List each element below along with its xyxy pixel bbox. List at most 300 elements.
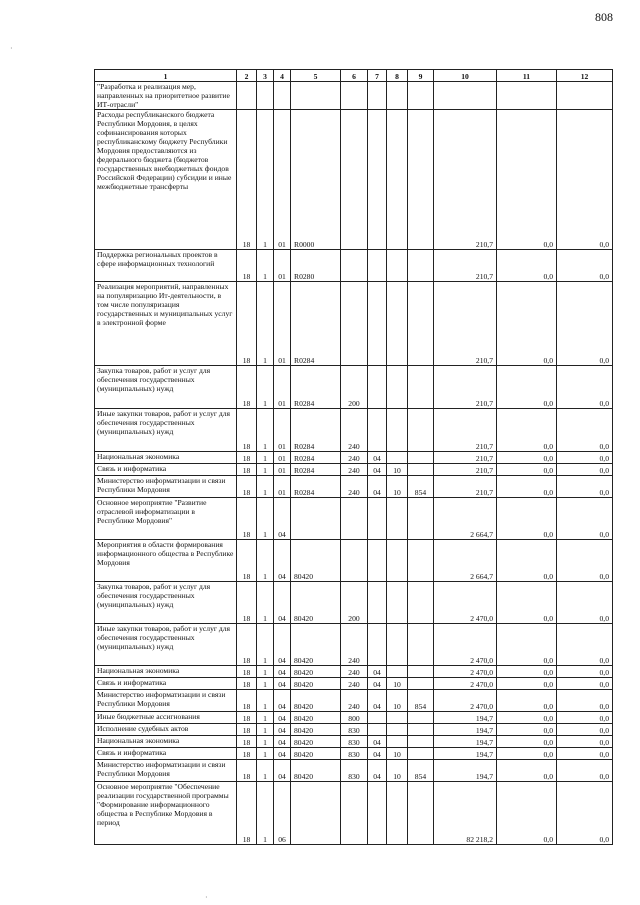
table-cell: 0,0	[557, 282, 613, 366]
table-cell	[387, 282, 408, 366]
table-cell: 240	[341, 690, 368, 712]
table-cell: 200	[341, 582, 368, 624]
table-cell: 210,7	[434, 282, 497, 366]
row-label-cell: Закупка товаров, работ и услуг для обеспечения государственных (муниципальных) нужд	[95, 582, 237, 624]
table-cell: 0,0	[497, 498, 557, 540]
table-cell: 0,0	[557, 736, 613, 748]
table-cell: 04	[368, 690, 387, 712]
table-cell: 18	[237, 582, 257, 624]
table-cell: 04	[274, 724, 291, 736]
table-cell: 0,0	[497, 250, 557, 282]
table-row	[95, 250, 613, 282]
table-cell: 04	[274, 666, 291, 678]
table-cell: 240	[341, 409, 368, 452]
table-cell: 194,7	[434, 712, 497, 724]
table-cell: 04	[274, 712, 291, 724]
table-cell: 0,0	[557, 540, 613, 582]
table-row	[95, 666, 613, 678]
table-cell	[408, 282, 434, 366]
table-cell: 0,0	[497, 540, 557, 582]
table-row	[95, 678, 613, 690]
table-cell: 2 664,7	[434, 540, 497, 582]
row-label-cell: Поддержка региональных проектов в сфере информационных технологий	[95, 250, 237, 282]
table-cell	[557, 82, 613, 110]
row-label-cell: Связь и информатика	[95, 678, 237, 690]
table-cell: 0,0	[497, 736, 557, 748]
table-cell: 0,0	[497, 582, 557, 624]
table-cell	[237, 82, 257, 110]
table-cell: 2 470,0	[434, 678, 497, 690]
table-cell: 0,0	[497, 476, 557, 498]
table-row	[95, 409, 613, 452]
table-cell: 04	[274, 690, 291, 712]
table-cell: 854	[408, 690, 434, 712]
table-cell: 04	[274, 498, 291, 540]
table-cell: 210,7	[434, 110, 497, 250]
row-label-cell: Исполнение судебных актов	[95, 724, 237, 736]
table-cell: 1	[257, 582, 274, 624]
table-row	[95, 690, 613, 712]
table-cell: 240	[341, 452, 368, 464]
table-cell	[368, 409, 387, 452]
table-cell	[368, 582, 387, 624]
table-cell	[368, 366, 387, 409]
table-cell: 1	[257, 724, 274, 736]
table-cell: 0,0	[557, 782, 613, 845]
table-cell: 04	[368, 476, 387, 498]
table-cell	[341, 282, 368, 366]
table-cell: 04	[368, 760, 387, 782]
table-cell: 18	[237, 712, 257, 724]
table-cell	[408, 724, 434, 736]
table-cell	[408, 409, 434, 452]
table-cell: 210,7	[434, 366, 497, 409]
table-cell: 1	[257, 464, 274, 476]
table-cell	[341, 82, 368, 110]
table-row	[95, 724, 613, 736]
table-cell	[408, 712, 434, 724]
column-header: 3	[257, 70, 274, 82]
table-cell	[408, 452, 434, 464]
table-row	[95, 476, 613, 498]
table-cell: 0,0	[557, 690, 613, 712]
table-cell	[408, 110, 434, 250]
row-label-cell: Иные закупки товаров, работ и услуг для обеспечения государственных (муниципальных) нужд	[95, 409, 237, 452]
table-cell: 1	[257, 690, 274, 712]
table-cell: 0,0	[557, 409, 613, 452]
table-cell	[408, 498, 434, 540]
table-cell: 18	[237, 452, 257, 464]
table-cell: 04	[368, 678, 387, 690]
table-cell	[408, 782, 434, 845]
column-header: 4	[274, 70, 291, 82]
budget-table-sheet	[94, 69, 612, 845]
row-label-cell: Министерство информатизации и связи Республики Мордовия	[95, 476, 237, 498]
table-cell: 0,0	[497, 464, 557, 476]
table-cell: 80420	[291, 582, 341, 624]
table-row	[95, 82, 613, 110]
table-cell	[387, 82, 408, 110]
table-cell: 0,0	[557, 110, 613, 250]
table-cell: 80420	[291, 678, 341, 690]
table-cell: 18	[237, 476, 257, 498]
table-cell: 10	[387, 748, 408, 760]
table-cell: 18	[237, 282, 257, 366]
table-cell: 10	[387, 476, 408, 498]
table-cell: 82 218,2	[434, 782, 497, 845]
table-cell: 830	[341, 760, 368, 782]
table-cell: 240	[341, 624, 368, 666]
table-cell: 01	[274, 476, 291, 498]
table-cell: 0,0	[497, 366, 557, 409]
table-cell	[408, 250, 434, 282]
table-cell: 01	[274, 250, 291, 282]
table-cell	[274, 82, 291, 110]
table-cell: 1	[257, 366, 274, 409]
table-cell: 80420	[291, 724, 341, 736]
table-cell: 04	[368, 452, 387, 464]
table-cell: 210,7	[434, 452, 497, 464]
table-cell: 18	[237, 110, 257, 250]
row-label-cell: Национальная экономика	[95, 452, 237, 464]
table-cell: 10	[387, 464, 408, 476]
table-cell: 01	[274, 409, 291, 452]
table-cell: 1	[257, 452, 274, 464]
table-cell: 0,0	[557, 498, 613, 540]
table-cell: 0,0	[557, 582, 613, 624]
table-cell	[368, 282, 387, 366]
table-cell	[497, 82, 557, 110]
table-cell: 0,0	[557, 250, 613, 282]
table-cell: 80420	[291, 540, 341, 582]
table-cell: 0,0	[497, 724, 557, 736]
row-label-cell: Министерство информатизации и связи Республики Мордовия	[95, 690, 237, 712]
row-label-cell: Мероприятия в области формирования информационного общества в Республике Мордовия	[95, 540, 237, 582]
table-row	[95, 452, 613, 464]
table-row	[95, 748, 613, 760]
table-cell: 04	[368, 748, 387, 760]
table-cell: 04	[274, 624, 291, 666]
table-cell: 0,0	[497, 748, 557, 760]
table-cell	[387, 498, 408, 540]
table-cell	[387, 366, 408, 409]
table-cell: 194,7	[434, 736, 497, 748]
column-header: 9	[408, 70, 434, 82]
table-cell: 0,0	[497, 409, 557, 452]
table-cell: 0,0	[497, 712, 557, 724]
table-cell: 0,0	[497, 782, 557, 845]
table-cell: 194,7	[434, 724, 497, 736]
table-cell: R0284	[291, 366, 341, 409]
table-cell	[387, 452, 408, 464]
table-cell: 04	[368, 464, 387, 476]
table-cell: 0,0	[557, 678, 613, 690]
table-cell: 1	[257, 760, 274, 782]
table-cell: 18	[237, 748, 257, 760]
table-cell	[368, 712, 387, 724]
table-cell: 80420	[291, 666, 341, 678]
table-cell	[408, 748, 434, 760]
table-cell: 0,0	[557, 452, 613, 464]
table-cell: 0,0	[557, 748, 613, 760]
table-cell: R0284	[291, 282, 341, 366]
table-cell	[291, 498, 341, 540]
table-cell	[368, 540, 387, 582]
table-cell: 18	[237, 409, 257, 452]
table-cell	[408, 582, 434, 624]
column-header: 8	[387, 70, 408, 82]
table-cell: 2 664,7	[434, 498, 497, 540]
table-cell	[341, 250, 368, 282]
column-header: 2	[237, 70, 257, 82]
table-cell: R0284	[291, 476, 341, 498]
table-cell: 210,7	[434, 409, 497, 452]
table-cell: 2 470,0	[434, 582, 497, 624]
table-cell: 0,0	[557, 724, 613, 736]
table-cell: 0,0	[497, 666, 557, 678]
table-cell: 210,7	[434, 464, 497, 476]
page-number: 808	[595, 10, 613, 24]
table-cell: 18	[237, 540, 257, 582]
table-cell: 240	[341, 666, 368, 678]
table-cell	[408, 624, 434, 666]
row-label-cell: Национальная экономика	[95, 736, 237, 748]
table-cell	[408, 736, 434, 748]
table-cell: 04	[368, 736, 387, 748]
table-cell	[408, 82, 434, 110]
table-cell: 854	[408, 760, 434, 782]
row-label-cell: Иные бюджетные ассигнования	[95, 712, 237, 724]
table-cell: 80420	[291, 736, 341, 748]
table-cell: 1	[257, 736, 274, 748]
table-cell: 80420	[291, 624, 341, 666]
row-label-cell: Национальная экономика	[95, 666, 237, 678]
table-cell: 1	[257, 782, 274, 845]
table-cell	[387, 724, 408, 736]
table-cell: 18	[237, 464, 257, 476]
table-cell	[341, 782, 368, 845]
table-row	[95, 498, 613, 540]
table-cell: 10	[387, 690, 408, 712]
table-cell	[368, 110, 387, 250]
table-cell: 80420	[291, 712, 341, 724]
table-cell	[387, 409, 408, 452]
table-cell	[341, 540, 368, 582]
column-header: 12	[557, 70, 613, 82]
table-cell	[387, 736, 408, 748]
table-cell: 01	[274, 366, 291, 409]
row-label-cell: Расходы республиканского бюджета Республики Мордовия, в целях софинансирования которых республиканскому бюджету Республики Мордовия предоставляются из федерального бюджета (бюджетов государственных внебюджетных фондов Российской Федерации) субсидии и иные межбюджетные трансферты	[95, 110, 237, 250]
row-label-cell: Связь и информатика	[95, 748, 237, 760]
table-cell	[408, 464, 434, 476]
table-cell	[341, 110, 368, 250]
table-cell: 2 470,0	[434, 666, 497, 678]
table-row	[95, 540, 613, 582]
table-cell: 1	[257, 476, 274, 498]
table-cell: 0,0	[557, 666, 613, 678]
table-cell: 240	[341, 464, 368, 476]
table-cell: R0280	[291, 250, 341, 282]
table-cell	[368, 782, 387, 845]
table-cell: 0,0	[557, 760, 613, 782]
table-row	[95, 624, 613, 666]
table-cell	[368, 724, 387, 736]
table-cell: 18	[237, 678, 257, 690]
table-cell: 04	[274, 678, 291, 690]
table-row	[95, 582, 613, 624]
table-cell: 1	[257, 748, 274, 760]
table-cell: 04	[274, 736, 291, 748]
table-cell: 194,7	[434, 748, 497, 760]
table-row	[95, 110, 613, 250]
table-cell	[387, 712, 408, 724]
table-cell	[368, 624, 387, 666]
table-cell	[387, 540, 408, 582]
table-cell: 0,0	[557, 464, 613, 476]
table-cell	[387, 624, 408, 666]
table-cell: 194,7	[434, 760, 497, 782]
table-cell: 18	[237, 624, 257, 666]
table-cell: 18	[237, 498, 257, 540]
table-cell: 10	[387, 678, 408, 690]
table-cell: 10	[387, 760, 408, 782]
table-cell: 01	[274, 464, 291, 476]
table-cell	[257, 82, 274, 110]
table-cell: 80420	[291, 748, 341, 760]
table-cell: 04	[274, 582, 291, 624]
table-cell	[408, 666, 434, 678]
scan-mark: ·	[205, 893, 208, 902]
table-cell: 200	[341, 366, 368, 409]
table-cell: 1	[257, 678, 274, 690]
table-cell	[387, 666, 408, 678]
table-cell	[291, 82, 341, 110]
table-cell	[408, 540, 434, 582]
table-cell: 0,0	[497, 452, 557, 464]
table-cell: 01	[274, 452, 291, 464]
table-cell: R0284	[291, 409, 341, 452]
table-cell: 80420	[291, 760, 341, 782]
table-cell	[341, 498, 368, 540]
table-cell: 80420	[291, 690, 341, 712]
table-cell: 04	[368, 666, 387, 678]
table-cell: 18	[237, 666, 257, 678]
row-label-cell: Связь и информатика	[95, 464, 237, 476]
table-cell	[291, 782, 341, 845]
table-cell: 830	[341, 748, 368, 760]
table-cell: 240	[341, 476, 368, 498]
table-cell	[408, 366, 434, 409]
table-cell: 854	[408, 476, 434, 498]
table-cell	[387, 110, 408, 250]
table-cell: 0,0	[497, 690, 557, 712]
table-cell: 18	[237, 724, 257, 736]
row-label-cell: Основное мероприятие "Развитие отраслевой информатизации в Республике Мордовия"	[95, 498, 237, 540]
table-cell: 18	[237, 736, 257, 748]
table-cell: 2 470,0	[434, 690, 497, 712]
budget-table	[94, 69, 613, 845]
table-cell: R0284	[291, 464, 341, 476]
table-row	[95, 282, 613, 366]
table-cell: 1	[257, 540, 274, 582]
column-header: 11	[497, 70, 557, 82]
row-label-cell: Министерство информатизации и связи Республики Мордовия	[95, 760, 237, 782]
table-cell: 1	[257, 666, 274, 678]
table-cell: 1	[257, 712, 274, 724]
row-label-cell: Реализация мероприятий, направленных на популяризацию Ит-деятельности, в том числе популяризация государственных и муниципальных услуг в электронной форме	[95, 282, 237, 366]
table-cell: 210,7	[434, 476, 497, 498]
table-cell: 0,0	[497, 678, 557, 690]
table-cell	[387, 250, 408, 282]
table-cell: 0,0	[557, 712, 613, 724]
table-cell	[434, 82, 497, 110]
table-cell	[387, 582, 408, 624]
column-header: 1	[95, 70, 237, 82]
scan-mark: ·	[10, 44, 13, 53]
row-label-cell: Закупка товаров, работ и услуг для обеспечения государственных (муниципальных) нужд	[95, 366, 237, 409]
table-cell: R0284	[291, 452, 341, 464]
table-cell: 800	[341, 712, 368, 724]
table-cell: 01	[274, 282, 291, 366]
row-label-cell: "Разработка и реализация мер, направленных на приоритетное развитие ИТ-отрасли"	[95, 82, 237, 110]
table-cell: 06	[274, 782, 291, 845]
table-cell: 830	[341, 724, 368, 736]
table-cell: 240	[341, 678, 368, 690]
table-cell: 0,0	[497, 110, 557, 250]
row-label-cell: Основное мероприятие "Обеспечение реализации государственной программы "Формирование информационного общества в Республике Мордовия в период	[95, 782, 237, 845]
table-cell	[368, 498, 387, 540]
table-cell: 1	[257, 409, 274, 452]
table-cell: 1	[257, 250, 274, 282]
table-cell: 0,0	[497, 282, 557, 366]
table-body	[95, 82, 613, 845]
header-row	[95, 70, 613, 82]
table-cell	[368, 250, 387, 282]
table-cell: 04	[274, 760, 291, 782]
table-row	[95, 366, 613, 409]
table-cell	[408, 678, 434, 690]
table-cell: 1	[257, 624, 274, 666]
table-cell: 0,0	[557, 624, 613, 666]
table-cell: 0,0	[497, 624, 557, 666]
table-row	[95, 464, 613, 476]
table-cell: 04	[274, 748, 291, 760]
table-cell: 1	[257, 110, 274, 250]
table-cell: 0,0	[497, 760, 557, 782]
table-cell: 01	[274, 110, 291, 250]
table-cell: 18	[237, 250, 257, 282]
table-row	[95, 782, 613, 845]
column-header: 6	[341, 70, 368, 82]
table-cell: R0000	[291, 110, 341, 250]
table-cell	[387, 782, 408, 845]
table-row	[95, 760, 613, 782]
row-label-cell: Иные закупки товаров, работ и услуг для обеспечения государственных (муниципальных) нужд	[95, 624, 237, 666]
column-header: 5	[291, 70, 341, 82]
table-row	[95, 712, 613, 724]
table-cell: 0,0	[557, 476, 613, 498]
table-cell: 1	[257, 282, 274, 366]
table-cell: 18	[237, 782, 257, 845]
table-row	[95, 736, 613, 748]
table-cell: 18	[237, 366, 257, 409]
table-cell: 04	[274, 540, 291, 582]
table-cell: 210,7	[434, 250, 497, 282]
column-header: 10	[434, 70, 497, 82]
table-cell: 18	[237, 760, 257, 782]
table-cell: 2 470,0	[434, 624, 497, 666]
table-cell: 18	[237, 690, 257, 712]
